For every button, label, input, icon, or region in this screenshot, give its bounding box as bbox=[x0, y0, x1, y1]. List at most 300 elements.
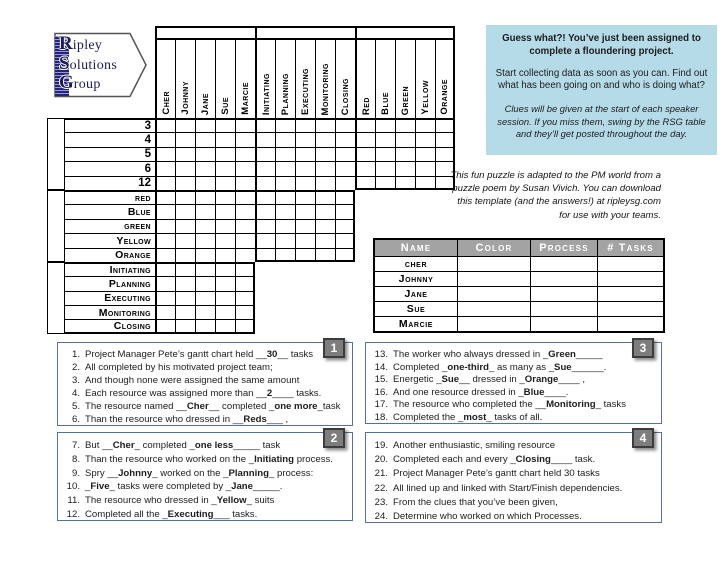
grid-cell[interactable] bbox=[155, 276, 175, 290]
grid-cell[interactable] bbox=[295, 132, 315, 146]
grid-cell[interactable] bbox=[315, 147, 335, 161]
column-label-text: Orange bbox=[439, 79, 450, 115]
row-label: Closing bbox=[65, 319, 155, 333]
grid-cell[interactable] bbox=[195, 219, 215, 233]
clue-number: 15. bbox=[374, 374, 388, 385]
clue-text: From the clues that you’ve been given, bbox=[393, 496, 558, 508]
row-label: 5 bbox=[65, 147, 155, 161]
grid-cell[interactable] bbox=[255, 233, 275, 247]
grid-cell[interactable] bbox=[155, 118, 175, 132]
grid-cell[interactable] bbox=[175, 147, 195, 161]
grid-cell[interactable] bbox=[315, 118, 335, 132]
grid-cell[interactable] bbox=[255, 147, 275, 161]
grid-cell[interactable] bbox=[215, 176, 235, 190]
grid-cell[interactable] bbox=[195, 291, 215, 305]
grid-cell[interactable] bbox=[215, 118, 235, 132]
grid-cell[interactable] bbox=[175, 276, 195, 290]
clue-text: And though none were assigned the same amount bbox=[85, 374, 300, 386]
answer-cell[interactable] bbox=[457, 301, 530, 316]
grid-cell[interactable] bbox=[295, 248, 315, 262]
grid-cell[interactable] bbox=[235, 219, 255, 233]
clue-item bbox=[64, 508, 346, 522]
column-label-text: Monitoring bbox=[320, 62, 331, 115]
grid-cell[interactable] bbox=[195, 233, 215, 247]
clue-item bbox=[372, 412, 655, 425]
row-label: 6 bbox=[65, 161, 155, 175]
row-label: Orange bbox=[65, 248, 155, 262]
grid-cell[interactable] bbox=[335, 204, 355, 218]
answer-cell[interactable] bbox=[457, 256, 530, 271]
grid-cell[interactable] bbox=[155, 161, 175, 175]
column-label-text: Planning bbox=[280, 72, 291, 115]
grid-cell[interactable] bbox=[155, 176, 175, 190]
column-label bbox=[275, 40, 295, 118]
clue-text: Determine who worked on which Processes. bbox=[393, 511, 582, 523]
grid-cell[interactable] bbox=[395, 147, 415, 161]
clue-text: The resource named __Cher__ completed _one more_task bbox=[85, 400, 341, 412]
grid-cell[interactable] bbox=[295, 190, 315, 204]
clue-number: 7. bbox=[71, 440, 80, 451]
grid-cell[interactable] bbox=[155, 248, 175, 262]
clue-box-4 bbox=[365, 432, 662, 523]
column-label-text: Executing bbox=[300, 67, 311, 115]
grid-cell[interactable] bbox=[375, 161, 395, 175]
grid-cell[interactable] bbox=[235, 118, 255, 132]
column-label bbox=[435, 40, 455, 118]
clue-text: All completed by his motivated project team; bbox=[85, 361, 273, 373]
clue-number: 24. bbox=[374, 511, 388, 523]
grid-cell[interactable] bbox=[235, 204, 255, 218]
clue-item bbox=[64, 480, 346, 494]
grid-cell[interactable] bbox=[435, 147, 455, 161]
row-label: 4 bbox=[65, 132, 155, 146]
clue-item bbox=[64, 439, 346, 453]
clue-box-number-badge: 1 bbox=[323, 338, 345, 358]
column-label-text: Initiating bbox=[260, 72, 272, 115]
grid-cell[interactable] bbox=[415, 147, 435, 161]
grid-cell[interactable] bbox=[155, 204, 175, 218]
answer-cell[interactable] bbox=[597, 271, 663, 286]
clue-list bbox=[58, 433, 352, 522]
grid-cell[interactable] bbox=[175, 219, 195, 233]
grid-cell[interactable] bbox=[415, 176, 435, 190]
grid-cell[interactable] bbox=[255, 204, 275, 218]
clue-list bbox=[366, 433, 661, 524]
grid-cell[interactable] bbox=[155, 262, 175, 276]
column-label bbox=[175, 40, 195, 118]
grid-cell[interactable] bbox=[295, 233, 315, 247]
answer-cell[interactable] bbox=[457, 271, 530, 286]
logo-initial: G bbox=[59, 72, 74, 93]
answer-cell[interactable] bbox=[597, 286, 663, 301]
clue-list bbox=[366, 343, 661, 424]
grid-cell[interactable] bbox=[395, 176, 415, 190]
grid-cell[interactable] bbox=[255, 176, 275, 190]
grid-cell[interactable] bbox=[315, 233, 335, 247]
grid-cell[interactable] bbox=[215, 276, 235, 290]
grid-cell[interactable] bbox=[275, 248, 295, 262]
grid-cell[interactable] bbox=[175, 233, 195, 247]
clue-item bbox=[372, 510, 655, 524]
clue-text: The resource who dressed in _Yellow_ suits bbox=[85, 495, 275, 507]
answer-header: # Tasks bbox=[597, 240, 663, 256]
grid-cell[interactable] bbox=[335, 219, 355, 233]
grid-cell[interactable] bbox=[275, 161, 295, 175]
grid-cell[interactable] bbox=[155, 147, 175, 161]
row-label: 3 bbox=[65, 118, 155, 132]
grid-cell[interactable] bbox=[275, 190, 295, 204]
grid-cell[interactable] bbox=[255, 219, 275, 233]
clue-text: Project Manager Pete’s gantt chart held 30 tasks bbox=[393, 468, 600, 480]
column-label bbox=[295, 40, 315, 118]
grid-cell[interactable] bbox=[315, 132, 335, 146]
clue-number: 16. bbox=[374, 386, 388, 398]
grid-cell[interactable] bbox=[235, 190, 255, 204]
grid-cell[interactable] bbox=[175, 132, 195, 146]
grid-cell[interactable] bbox=[175, 291, 195, 305]
grid-cell[interactable] bbox=[255, 161, 275, 175]
grid-cell[interactable] bbox=[195, 176, 215, 190]
grid-cell[interactable] bbox=[295, 118, 315, 132]
clue-list bbox=[58, 343, 352, 426]
clue-text: Spry __Johnny_ worked on the _Planning_ process: bbox=[85, 467, 314, 479]
grid-cell[interactable] bbox=[195, 132, 215, 146]
clue-text: Than the resource who worked on the _Initiating process. bbox=[85, 453, 333, 465]
grid-cell[interactable] bbox=[175, 176, 195, 190]
clue-text: Completed the _most_ tasks of all. bbox=[393, 411, 543, 423]
clue-number: 23. bbox=[374, 496, 388, 508]
grid-cell[interactable] bbox=[315, 190, 335, 204]
clue-text: Than the resource who dressed in __Reds___ , bbox=[85, 413, 289, 425]
grid-cell[interactable] bbox=[355, 161, 375, 175]
clue-text: And one resource dressed in _Blue____. bbox=[393, 386, 569, 398]
grid-cell[interactable] bbox=[295, 161, 315, 175]
logo-initial: S bbox=[59, 52, 70, 74]
grid-cell[interactable] bbox=[215, 204, 235, 218]
row-group-label: Process bbox=[50, 276, 62, 320]
clue-number: 9. bbox=[71, 467, 80, 479]
clue-text: All lined up and linked with Start/Finish dependencies. bbox=[393, 482, 623, 494]
grid-cell[interactable] bbox=[155, 132, 175, 146]
column-label-text: Yellow bbox=[420, 80, 431, 115]
grid-cell[interactable] bbox=[175, 190, 195, 204]
grid-cell[interactable] bbox=[195, 262, 215, 276]
row-label: Yellow bbox=[65, 233, 155, 247]
grid-cell[interactable] bbox=[335, 132, 355, 146]
grid-cell[interactable] bbox=[395, 118, 415, 132]
grid-cell[interactable] bbox=[155, 233, 175, 247]
grid-cell[interactable] bbox=[375, 176, 395, 190]
grid-cell[interactable] bbox=[235, 305, 255, 319]
grid-cell[interactable] bbox=[235, 161, 255, 175]
grid-cell[interactable] bbox=[275, 132, 295, 146]
answer-name: Sue bbox=[375, 301, 457, 316]
grid-cell[interactable] bbox=[235, 176, 255, 190]
grid-cell[interactable] bbox=[315, 204, 335, 218]
grid-cell[interactable] bbox=[395, 132, 415, 146]
grid-cell[interactable] bbox=[195, 118, 215, 132]
grid-cell[interactable] bbox=[395, 161, 415, 175]
grid-cell[interactable] bbox=[235, 233, 255, 247]
row-label: Executing bbox=[65, 291, 155, 305]
grid-cell[interactable] bbox=[215, 248, 235, 262]
grid-cell[interactable] bbox=[275, 176, 295, 190]
grid-cell[interactable] bbox=[375, 132, 395, 146]
grid-cell[interactable] bbox=[215, 319, 235, 333]
column-group-header: Color bbox=[355, 26, 455, 40]
clue-box-2 bbox=[57, 432, 353, 521]
row-label: Monitoring bbox=[65, 305, 155, 319]
grid-cell[interactable] bbox=[275, 204, 295, 218]
grid-cell[interactable] bbox=[235, 291, 255, 305]
grid-cell[interactable] bbox=[335, 233, 355, 247]
grid-cell[interactable] bbox=[435, 132, 455, 146]
grid-cell[interactable] bbox=[235, 262, 255, 276]
grid-cell[interactable] bbox=[375, 147, 395, 161]
grid-cell[interactable] bbox=[155, 190, 175, 204]
column-label bbox=[155, 40, 175, 118]
clue-number: 11. bbox=[67, 495, 80, 507]
grid-cell[interactable] bbox=[255, 118, 275, 132]
grid-cell[interactable] bbox=[175, 305, 195, 319]
row-label: Planning bbox=[65, 276, 155, 290]
grid-cell[interactable] bbox=[195, 147, 215, 161]
grid-cell[interactable] bbox=[175, 248, 195, 262]
column-label bbox=[235, 40, 255, 118]
clue-text: Completed each and every _Closing____ task. bbox=[393, 454, 596, 466]
answer-cell[interactable] bbox=[457, 316, 530, 331]
grid-cell[interactable] bbox=[275, 147, 295, 161]
grid-cell[interactable] bbox=[215, 233, 235, 247]
grid-cell[interactable] bbox=[275, 233, 295, 247]
clue-number: 5. bbox=[71, 400, 80, 412]
column-label bbox=[215, 40, 235, 118]
logo-word: roup bbox=[73, 77, 101, 92]
grid-cell[interactable] bbox=[155, 319, 175, 333]
row-group-label: # Tasks bbox=[50, 133, 62, 175]
grid-cell[interactable] bbox=[215, 190, 235, 204]
answer-cell[interactable] bbox=[597, 316, 663, 331]
grid-cell[interactable] bbox=[315, 248, 335, 262]
grid-cell[interactable] bbox=[195, 276, 215, 290]
grid-cell[interactable] bbox=[235, 276, 255, 290]
grid-cell[interactable] bbox=[215, 161, 235, 175]
row-label: red bbox=[65, 190, 155, 204]
clue-number: 2. bbox=[71, 361, 80, 373]
grid-cell[interactable] bbox=[315, 176, 335, 190]
answer-name: Johnny bbox=[375, 271, 457, 286]
column-label-text: Marcie bbox=[240, 82, 251, 115]
clue-number: 21. bbox=[374, 468, 388, 480]
answer-cell[interactable] bbox=[530, 256, 597, 271]
clue-text: The resource who completed the __Monitoring_ tasks bbox=[393, 399, 627, 410]
grid-cell[interactable] bbox=[355, 132, 375, 146]
grid-cell[interactable] bbox=[375, 118, 395, 132]
answer-cell[interactable] bbox=[530, 271, 597, 286]
info-heading: Guess what?! You’ve just been assigned to complete a floundering project. bbox=[502, 33, 701, 57]
grid-cell[interactable] bbox=[295, 176, 315, 190]
grid-cell[interactable] bbox=[195, 305, 215, 319]
grid-cell[interactable] bbox=[175, 204, 195, 218]
column-label-text: Green bbox=[400, 85, 411, 115]
grid-cell[interactable] bbox=[215, 147, 235, 161]
clue-item bbox=[372, 496, 655, 510]
grid-cell[interactable] bbox=[415, 161, 435, 175]
clue-item bbox=[372, 349, 655, 362]
answer-cell[interactable] bbox=[457, 286, 530, 301]
clue-number: 10. bbox=[66, 481, 80, 493]
grid-cell[interactable] bbox=[215, 305, 235, 319]
answer-header: Color bbox=[457, 240, 530, 256]
clue-number: 3. bbox=[71, 374, 80, 386]
grid-cell[interactable] bbox=[195, 248, 215, 262]
grid-cell[interactable] bbox=[155, 219, 175, 233]
answer-cell[interactable] bbox=[530, 316, 597, 331]
clue-item bbox=[64, 362, 346, 375]
grid-cell[interactable] bbox=[335, 190, 355, 204]
grid-cell[interactable] bbox=[235, 132, 255, 146]
column-label bbox=[395, 40, 415, 118]
credit-text: This fun puzzle is adapted to the PM world from a puzzle poem by Susan Vivich. You can download this template (and the answers!) at ripleysg.com for use with your teams. bbox=[450, 170, 661, 221]
clue-number: 19. bbox=[374, 440, 388, 451]
logo-initial: R bbox=[59, 33, 73, 54]
grid-cell[interactable] bbox=[295, 204, 315, 218]
column-label bbox=[315, 40, 335, 118]
grid-cell[interactable] bbox=[195, 161, 215, 175]
clue-number: 6. bbox=[71, 413, 80, 425]
column-label bbox=[415, 40, 435, 118]
grid-cell[interactable] bbox=[315, 219, 335, 233]
grid-cell[interactable] bbox=[175, 118, 195, 132]
column-label-text: Blue bbox=[380, 92, 391, 115]
clue-item bbox=[64, 401, 346, 414]
grid-cell[interactable] bbox=[175, 161, 195, 175]
clue-text: Completed _one-third_ as many as _Sue______. bbox=[393, 361, 607, 373]
grid-cell[interactable] bbox=[215, 219, 235, 233]
clue-item bbox=[372, 387, 655, 400]
answer-name: Marcie bbox=[375, 316, 457, 331]
logo-word: ipley bbox=[72, 38, 103, 53]
grid-cell[interactable] bbox=[195, 204, 215, 218]
clue-item bbox=[64, 453, 346, 467]
grid-cell[interactable] bbox=[175, 262, 195, 276]
row-group-label: Color bbox=[50, 209, 62, 243]
answer-cell[interactable] bbox=[530, 301, 597, 316]
grid-cell[interactable] bbox=[415, 118, 435, 132]
clue-text: Another enthusiastic, smiling resource bbox=[393, 440, 556, 451]
answer-name: Jane bbox=[375, 286, 457, 301]
clue-box-3 bbox=[365, 342, 662, 424]
clue-text: _Five_ tasks were completed by _Jane_____. bbox=[85, 481, 283, 493]
grid-cell[interactable] bbox=[355, 176, 375, 190]
clue-number: 22. bbox=[374, 482, 388, 494]
grid-cell[interactable] bbox=[295, 147, 315, 161]
grid-cell[interactable] bbox=[215, 262, 235, 276]
row-group-header bbox=[47, 190, 65, 262]
grid-cell[interactable] bbox=[355, 118, 375, 132]
column-label-text: Cher bbox=[160, 91, 172, 115]
clue-item bbox=[372, 482, 655, 496]
clue-item bbox=[372, 439, 655, 453]
grid-cell[interactable] bbox=[195, 319, 215, 333]
clue-text: Completed all the _Executing___ tasks. bbox=[85, 508, 258, 520]
clue-item bbox=[64, 467, 346, 481]
clue-item bbox=[372, 467, 655, 481]
grid-cell[interactable] bbox=[215, 291, 235, 305]
grid-cell[interactable] bbox=[435, 118, 455, 132]
grid-cell[interactable] bbox=[335, 176, 355, 190]
grid-cell[interactable] bbox=[175, 319, 195, 333]
grid-cell[interactable] bbox=[335, 248, 355, 262]
column-group-header: Resources bbox=[155, 26, 255, 40]
grid-cell[interactable] bbox=[295, 219, 315, 233]
row-group-header bbox=[47, 118, 65, 190]
column-label-text: Closing bbox=[340, 77, 351, 115]
grid-cell[interactable] bbox=[275, 219, 295, 233]
grid-cell[interactable] bbox=[155, 291, 175, 305]
answer-header: Name bbox=[375, 240, 457, 256]
clue-item bbox=[64, 375, 346, 388]
grid-cell[interactable] bbox=[215, 132, 235, 146]
row-label: Initiating bbox=[65, 262, 155, 276]
grid-cell[interactable] bbox=[195, 190, 215, 204]
grid-cell[interactable] bbox=[355, 147, 375, 161]
row-group-header bbox=[47, 262, 65, 334]
grid-cell[interactable] bbox=[275, 118, 295, 132]
grid-cell[interactable] bbox=[255, 248, 275, 262]
clue-item bbox=[372, 399, 655, 412]
grid-cell[interactable] bbox=[335, 147, 355, 161]
clue-number: 8. bbox=[71, 453, 80, 465]
grid-cell[interactable] bbox=[235, 319, 255, 333]
clue-text: Project Manager Pete’s gantt chart held __30__ tasks bbox=[85, 349, 314, 360]
column-group-header: Process bbox=[255, 26, 355, 40]
grid-cell[interactable] bbox=[335, 118, 355, 132]
clue-item bbox=[64, 388, 346, 401]
column-label-text: Johnny bbox=[180, 81, 191, 115]
row-label: 12 bbox=[65, 176, 155, 190]
grid-cell[interactable] bbox=[315, 161, 335, 175]
column-label bbox=[195, 40, 215, 118]
answer-header: Process bbox=[530, 240, 597, 256]
answer-cell[interactable] bbox=[597, 301, 663, 316]
grid-cell[interactable] bbox=[255, 190, 275, 204]
answer-table bbox=[373, 238, 665, 333]
clue-item bbox=[64, 414, 346, 427]
clue-number: 20. bbox=[374, 454, 388, 466]
logo-word: olutions bbox=[69, 57, 118, 73]
column-label-text: Sue bbox=[220, 97, 231, 115]
clue-number: 4. bbox=[71, 387, 80, 399]
grid-cell[interactable] bbox=[155, 305, 175, 319]
grid-cell[interactable] bbox=[255, 132, 275, 146]
answer-cell[interactable] bbox=[530, 286, 597, 301]
clue-box-number-badge: 4 bbox=[632, 428, 654, 448]
grid-cell[interactable] bbox=[235, 248, 255, 262]
answer-cell[interactable] bbox=[597, 256, 663, 271]
grid-cell[interactable] bbox=[415, 132, 435, 146]
clue-number: 18. bbox=[374, 411, 388, 423]
column-label-text: Red bbox=[360, 96, 372, 115]
row-label: Blue bbox=[65, 204, 155, 218]
grid-cell[interactable] bbox=[235, 147, 255, 161]
info-note: Clues will be given at the start of each speaker session. If you miss them, swing by the RSG table and they’ll get posted throughout the day. bbox=[497, 103, 706, 139]
grid-cell[interactable] bbox=[335, 161, 355, 175]
clue-item bbox=[372, 374, 655, 387]
clue-number: 1. bbox=[71, 349, 80, 360]
column-label bbox=[355, 40, 375, 118]
clue-item bbox=[372, 362, 655, 375]
